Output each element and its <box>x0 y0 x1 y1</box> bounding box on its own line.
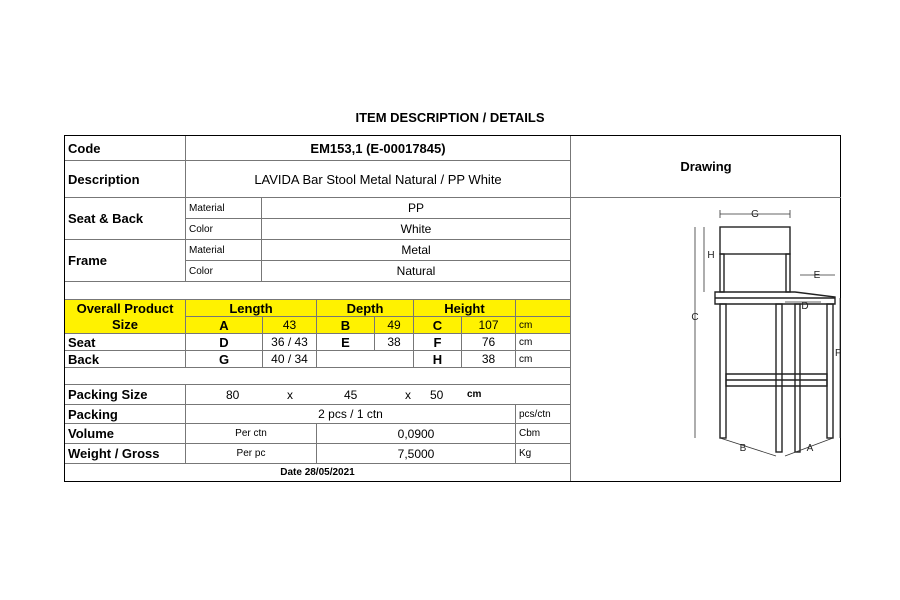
back-dim-label: Back <box>65 351 186 368</box>
label-h: H <box>707 250 715 261</box>
weight-unit: Kg <box>516 444 571 464</box>
packing-unit: pcs/ctn <box>516 405 571 424</box>
back-right-post <box>786 254 790 292</box>
description-value: LAVIDA Bar Stool Metal Natural / PP White <box>186 161 571 198</box>
packing-size-label: Packing Size <box>65 385 186 405</box>
item-details-sheet <box>64 135 841 482</box>
dim-d-value: 36 / 43 <box>263 334 317 351</box>
dim-d-letter: D <box>186 334 263 351</box>
back-unit: cm <box>516 351 571 368</box>
chair-drawing-svg <box>635 198 841 482</box>
packing-value: 2 pcs / 1 ctn <box>186 405 516 424</box>
date-row: Date 28/05/2021 <box>65 464 571 481</box>
front-left-leg <box>720 304 726 438</box>
length-header: Length <box>186 300 317 317</box>
dim-f-value: 76 <box>462 334 516 351</box>
dim-g-value: 40 / 34 <box>263 351 317 368</box>
packing-label: Packing <box>65 405 186 424</box>
back-blank <box>317 351 414 368</box>
front-mid-leg <box>776 304 782 452</box>
volume-label: Volume <box>65 424 186 444</box>
unit-header-blank <box>516 300 571 317</box>
packing-size-x2: x <box>405 387 411 402</box>
dim-e-letter: E <box>317 334 375 351</box>
overall-unit: cm <box>516 317 571 334</box>
dim-g-letter: G <box>186 351 263 368</box>
seat-back-material-value: PP <box>262 198 571 219</box>
packing-size-row <box>186 385 571 405</box>
dim-b-value: 49 <box>375 317 414 334</box>
dim-b-letter: B <box>317 317 375 334</box>
seat-back-label: Seat & Back <box>65 198 186 240</box>
seat-back-color-value: White <box>262 219 571 240</box>
label-g: G <box>751 209 759 220</box>
volume-basis: Per ctn <box>186 424 317 444</box>
frame-label: Frame <box>65 240 186 282</box>
spacer-row-2 <box>65 368 571 385</box>
frame-color-value: Natural <box>262 261 571 282</box>
dim-h-letter: H <box>414 351 462 368</box>
depth-header: Depth <box>317 300 414 317</box>
dim-a-value: 43 <box>263 317 317 334</box>
packing-size-length: 80 <box>226 387 240 402</box>
seat-unit: cm <box>516 334 571 351</box>
weight-basis: Per pc <box>186 444 317 464</box>
packing-size-x1: x <box>287 387 293 402</box>
label-f: F <box>834 348 841 359</box>
label-e: E <box>813 270 821 281</box>
height-header: Height <box>414 300 516 317</box>
label-b: B <box>739 443 747 454</box>
volume-unit: Cbm <box>516 424 571 444</box>
label-d: D <box>801 301 809 312</box>
frame-material-value: Metal <box>262 240 571 261</box>
description-label: Description <box>65 161 186 198</box>
frame-color-label: Color <box>186 261 262 282</box>
packing-size-depth: 45 <box>344 387 358 402</box>
weight-value: 7,5000 <box>317 444 516 464</box>
packing-size-unit: cm <box>467 389 482 400</box>
overall-size-label <box>65 300 186 334</box>
inner-leg <box>795 304 800 452</box>
seat-dim-label: Seat <box>65 334 186 351</box>
page-title: ITEM DESCRIPTION / DETAILS <box>355 110 545 125</box>
dim-c-letter: C <box>414 317 462 334</box>
back-left-post <box>720 254 724 292</box>
overall-size-line2: Size <box>111 316 138 332</box>
dim-a-letter: A <box>186 317 263 334</box>
overall-size-line1: Overall Product <box>76 300 174 316</box>
seat-back-material-label: Material <box>186 198 262 219</box>
volume-value: 0,0900 <box>317 424 516 444</box>
label-a: A <box>806 443 814 454</box>
backrest-shape <box>720 227 790 254</box>
chair-drawing <box>635 198 841 482</box>
label-c: C <box>691 312 699 323</box>
packing-size-height: 50 <box>430 387 444 402</box>
weight-label: Weight / Gross <box>65 444 186 464</box>
dim-h-value: 38 <box>462 351 516 368</box>
dim-f-letter: F <box>414 334 462 351</box>
back-right-leg <box>827 304 833 438</box>
seat-back-color-label: Color <box>186 219 262 240</box>
drawing-header: Drawing <box>571 136 841 198</box>
code-label: Code <box>65 136 186 161</box>
dim-c-value: 107 <box>462 317 516 334</box>
code-value: EM153,1 (E-00017845) <box>186 136 571 161</box>
dim-e-value: 38 <box>375 334 414 351</box>
spacer-row <box>65 282 571 300</box>
frame-material-label: Material <box>186 240 262 261</box>
